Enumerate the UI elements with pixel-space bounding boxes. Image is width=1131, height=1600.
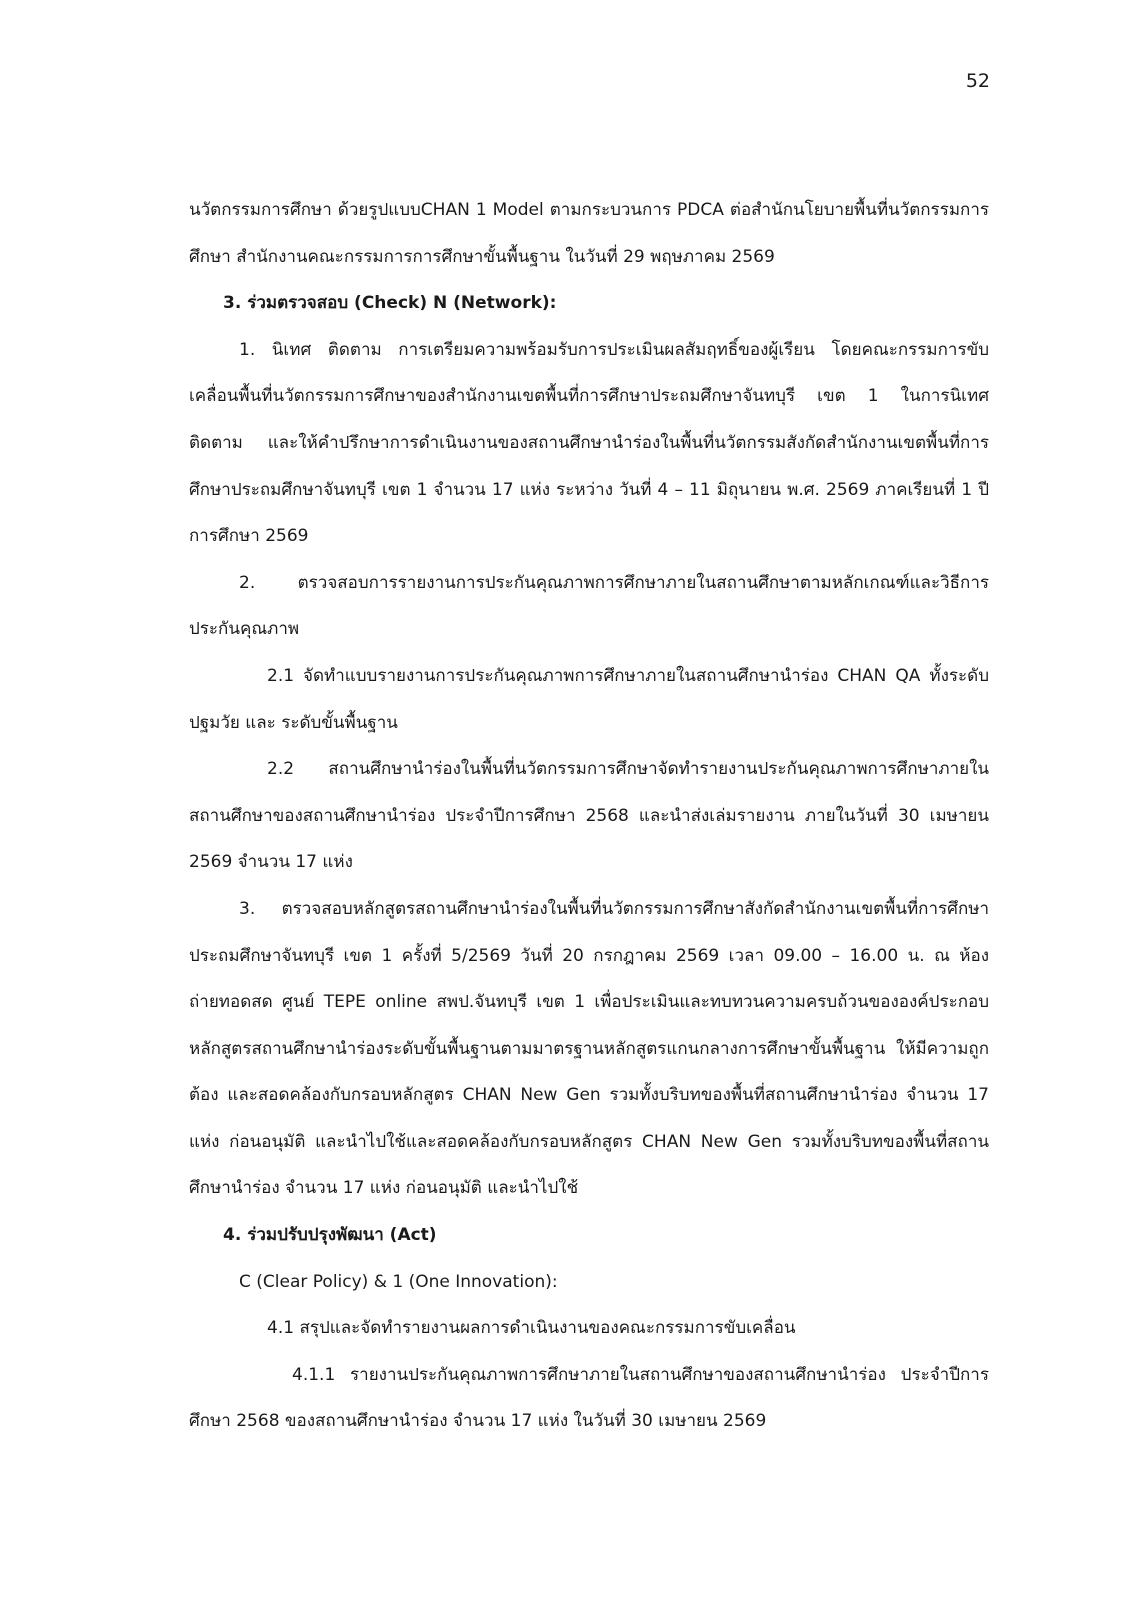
item-4-1-1: 4.1.1 รายงานประกันคุณภาพการศึกษาภายในสถานศึกษาของสถานศึกษานำร่อง ประจำปีการศึกษา 2568 ของสถานศึกษานำร่อง จำนวน 17 แห่ง ในวันที่ 30 เมษายน 2569	[189, 1364, 989, 1432]
item-4-1: 4.1 สรุปและจัดทำรายงานผลการดำเนินงานของคณะกรรมการขับเคลื่อน	[267, 1318, 796, 1339]
section-3-heading: 3. ร่วมตรวจสอบ (Check) N (Network):	[223, 293, 557, 314]
item-3-2-2: 2.2 สถานศึกษานำร่องในพื้นที่นวัตกรรมการศึกษาจัดทำรายงานประกันคุณภาพการศึกษาภายในสถานศึกษาของสถานศึกษานำร่อง ประจำปีการศึกษา 2568 และนำส่งเล่มรายงาน ภายในวันที่ 30 เมษายน 2569 จำนวน 17 แห่ง	[189, 759, 989, 873]
section-4-heading: 4. ร่วมปรับปรุงพัฒนา (Act)	[223, 1225, 437, 1246]
intro-continuation: นวัตกรรมการศึกษา ด้วยรูปแบบCHAN 1 Model ตามกระบวนการ PDCA ต่อสำนักนโยบายพื้นที่นวัตกรรมการศึกษา สำนักงานคณะกรรมการการศึกษาขั้นพื้นฐาน ในวันที่ 29 พฤษภาคม 2569	[189, 200, 989, 267]
item-3-1: 1. นิเทศ ติดตาม การเตรียมความพร้อมรับการประเมินผลสัมฤทธิ์ของผู้เรียน โดยคณะกรรมการขับเคลื่อนพื้นที่นวัตกรรมการศึกษาของสำนักงานเขตพื้นที่การศึกษาประถมศึกษาจันทบุรี เขต 1 ในการนิเทศ ติดตาม และให้คำปรึกษาการดำเนินงานของสถานศึกษานำร่องในพื้นที่นวัตกรรมสังกัดสำนักงานเขตพื้นที่การศึกษาประถมศึกษาจันทบุรี เขต 1 จำนวน 17 แห่ง ระหว่าง วันที่ 4 – 11 มิถุนายน พ.ศ. 2569 ภาคเรียนที่ 1 ปีการศึกษา 2569	[189, 339, 989, 547]
section-4-subheading: C (Clear Policy) & 1 (One Innovation):	[239, 1271, 558, 1292]
item-3-2: 2. ตรวจสอบการรายงานการประกันคุณภาพการศึกษาภายในสถานศึกษาตามหลักเกณฑ์และวิธีการประกันคุณภาพ	[189, 572, 989, 640]
page-number: 52	[965, 70, 990, 92]
item-3-3: 3. ตรวจสอบหลักสูตรสถานศึกษานำร่องในพื้นที่นวัตกรรมการศึกษาสังกัดสำนักงานเขตพื้นที่การศึกษาประถมศึกษาจันทบุรี เขต 1 ครั้งที่ 5/2569 วันที่ 20 กรกฎาคม 2569 เวลา 09.00 – 16.00 น. ณ ห้องถ่ายทอดสด ศูนย์ TEPE online สพป.จันทบุรี เขต 1 เพื่อประเมินและทบทวนความครบถ้วนขององค์ประกอบหลักสูตรสถานศึกษานำร่องระดับขั้นพื้นฐานตามมาตรฐานหลักสูตรแกนกลางการศึกษาขั้นพื้นฐาน ให้มีความถูกต้อง และสอดคล้องกับกรอบหลักสูตร CHAN New Gen รวมทั้งบริบทของพื้นที่สถานศึกษานำร่อง จำนวน 17 แห่ง ก่อนอนุมัติ และนำไปใช้และสอดคล้องกับกรอบหลักสูตร CHAN New Gen รวมทั้งบริบทของพื้นที่สถานศึกษานำร่อง จำนวน 17 แห่ง ก่อนอนุมัติ และนำไปใช้	[189, 898, 989, 1199]
item-3-2-1: 2.1 จัดทำแบบรายงานการประกันคุณภาพการศึกษาภายในสถานศึกษานำร่อง CHAN QA ทั้งระดับปฐมวัย และ ระดับขั้นพื้นฐาน	[189, 665, 989, 733]
document-body	[189, 187, 989, 1445]
